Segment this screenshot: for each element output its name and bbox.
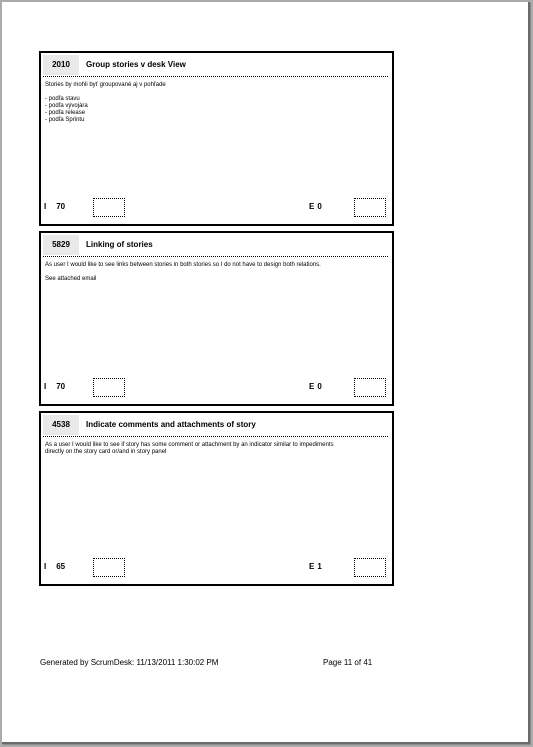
importance-label: I (44, 562, 47, 571)
bullet-list (45, 96, 386, 124)
description-text: Stories by mohli byť groupované aj v pohľade (45, 82, 166, 88)
importance-field (44, 202, 65, 212)
importance-value: 70 (56, 202, 66, 211)
estimate-label: E (309, 202, 315, 211)
story-description (45, 82, 386, 124)
importance-box (93, 558, 125, 577)
list-item: - podľa stavu (45, 96, 80, 102)
header-divider (43, 256, 388, 257)
estimate-box (354, 558, 386, 577)
estimate-label: E (309, 562, 315, 571)
list-item: - podľa Sprintu (45, 117, 85, 123)
importance-value: 70 (56, 382, 66, 391)
story-id: 4538 (43, 415, 79, 435)
importance-label: I (44, 382, 47, 391)
estimate-field (309, 562, 322, 572)
list-item: - podľa release (45, 110, 86, 116)
estimate-field (309, 202, 322, 212)
estimate-value: 0 (317, 202, 322, 211)
story-card (39, 231, 394, 406)
story-title: Linking of stories (86, 240, 153, 249)
importance-box (93, 378, 125, 397)
importance-box (93, 198, 125, 217)
story-description (45, 442, 386, 456)
generated-footer: Generated by ScrumDesk: 11/13/2011 1:30:02 PM (40, 658, 219, 667)
description-text: directly on the story card or/and in story panel (45, 449, 167, 455)
story-title: Indicate comments and attachments of story (86, 420, 256, 429)
header-divider (43, 76, 388, 77)
importance-value: 65 (56, 562, 66, 571)
document-page (2, 2, 530, 744)
story-id: 5829 (43, 235, 79, 255)
description-text: As user I would like to see links between stories in both stories so I do not have to design both relations. (45, 262, 321, 268)
estimate-box (354, 378, 386, 397)
estimate-box (354, 198, 386, 217)
story-id: 2010 (43, 55, 79, 75)
estimate-field (309, 382, 322, 392)
story-card (39, 51, 394, 226)
description-text: See attached email (45, 276, 97, 282)
card-header (41, 413, 392, 439)
list-item: - podľa vývojára (45, 103, 88, 109)
description-text: As a user I would like to see if story has some comment or attachment by an indicator similar to impediments (45, 442, 334, 448)
estimate-value: 0 (317, 382, 322, 391)
importance-field (44, 562, 65, 572)
story-card (39, 411, 394, 586)
page-number: Page 11 of 41 (323, 658, 373, 667)
story-title: Group stories v desk View (86, 60, 186, 69)
estimate-label: E (309, 382, 315, 391)
story-description (45, 262, 386, 283)
estimate-value: 1 (317, 562, 322, 571)
importance-field (44, 382, 65, 392)
card-header (41, 53, 392, 79)
header-divider (43, 436, 388, 437)
importance-label: I (44, 202, 47, 211)
card-header (41, 233, 392, 259)
